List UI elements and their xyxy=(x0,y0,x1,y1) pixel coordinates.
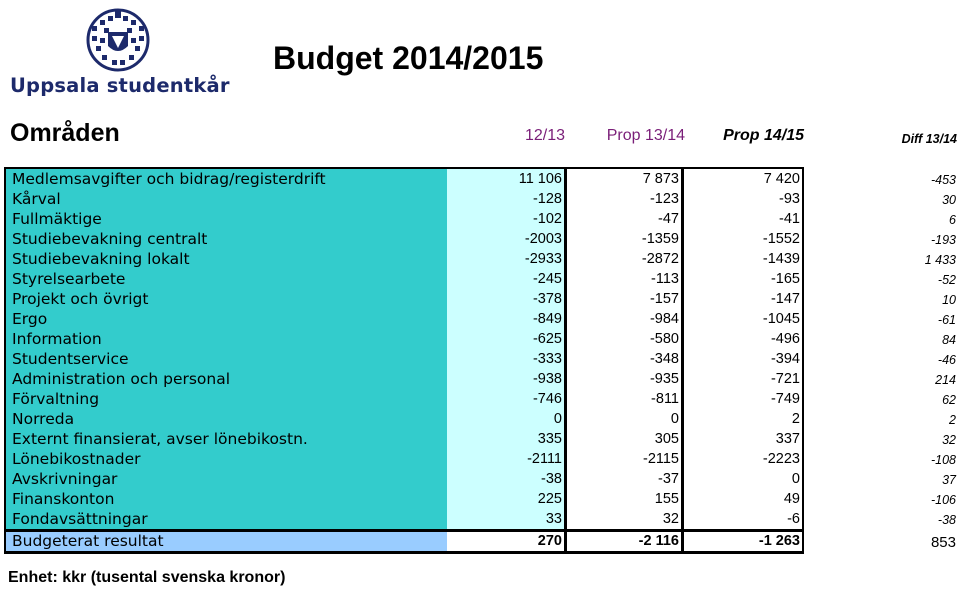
value-prop-1415: -1552 xyxy=(684,229,802,249)
value-prop-1314: -984 xyxy=(567,309,684,329)
table-row xyxy=(6,209,802,229)
diff-value: -106 xyxy=(930,493,956,507)
table-row xyxy=(6,349,802,369)
diff-value: 62 xyxy=(942,393,956,407)
unit-note: Enhet: kkr (tusental svenska kronor) xyxy=(8,569,286,586)
diff-value: 32 xyxy=(942,433,956,447)
column-header-prop-1415: Prop 14/15 xyxy=(723,127,804,144)
value-prop-1415: -1439 xyxy=(684,249,802,269)
diff-value: -38 xyxy=(937,513,956,527)
value-1213: 335 xyxy=(447,429,567,449)
value-1213: -128 xyxy=(447,189,567,209)
value-prop-1314: -123 xyxy=(567,189,684,209)
value-1213: -378 xyxy=(447,289,567,309)
budget-table xyxy=(4,167,804,554)
value-prop-1415: 0 xyxy=(684,469,802,489)
total-label: Budgeterat resultat xyxy=(6,532,447,551)
value-1213: -245 xyxy=(447,269,567,289)
total-prop-1314: -2 116 xyxy=(567,532,684,551)
column-header-diff-1314: Diff 13/14 xyxy=(901,132,957,146)
value-1213: -938 xyxy=(447,369,567,389)
table-row xyxy=(6,309,802,329)
column-header-1213: 12/13 xyxy=(524,127,565,144)
value-prop-1314: -935 xyxy=(567,369,684,389)
table-row xyxy=(6,249,802,269)
diff-value: 37 xyxy=(942,473,956,487)
value-prop-1415: 2 xyxy=(684,409,802,429)
table-row xyxy=(6,229,802,249)
value-prop-1415: 49 xyxy=(684,489,802,509)
diff-value: 10 xyxy=(942,293,956,307)
diff-value: -61 xyxy=(937,313,956,327)
areas-heading: Områden xyxy=(10,119,120,147)
value-prop-1415: -1045 xyxy=(684,309,802,329)
table-row xyxy=(6,169,802,189)
diff-value: 214 xyxy=(935,373,956,387)
value-prop-1314: -580 xyxy=(567,329,684,349)
diff-value: 6 xyxy=(949,213,956,227)
value-prop-1314: 305 xyxy=(567,429,684,449)
value-prop-1415: 337 xyxy=(684,429,802,449)
column-header-prop-1314: Prop 13/14 xyxy=(606,127,685,144)
diff-value: -453 xyxy=(930,173,956,187)
value-prop-1415: -41 xyxy=(684,209,802,229)
total-1213: 270 xyxy=(447,532,567,551)
value-1213: 33 xyxy=(447,509,567,529)
diff-value: -46 xyxy=(937,353,956,367)
table-row xyxy=(6,469,802,489)
value-1213: 11 106 xyxy=(447,169,567,189)
row-label: Externt finansierat, avser lönebikostn. xyxy=(6,429,447,449)
row-label: Norreda xyxy=(6,409,447,429)
row-label: Fullmäktige xyxy=(6,209,447,229)
row-label: Information xyxy=(6,329,447,349)
table-row xyxy=(6,429,802,449)
value-prop-1314: 7 873 xyxy=(567,169,684,189)
table-row xyxy=(6,189,802,209)
row-label: Finanskonton xyxy=(6,489,447,509)
value-prop-1415: -749 xyxy=(684,389,802,409)
table-row xyxy=(6,489,802,509)
row-label: Ergo xyxy=(6,309,447,329)
logo xyxy=(8,6,230,100)
value-1213: -38 xyxy=(447,469,567,489)
value-prop-1314: -348 xyxy=(567,349,684,369)
table-row xyxy=(6,269,802,289)
value-prop-1415: -6 xyxy=(684,509,802,529)
diff-value: 30 xyxy=(942,193,956,207)
row-label: Lönebikostnader xyxy=(6,449,447,469)
row-label: Administration och personal xyxy=(6,369,447,389)
value-prop-1314: -113 xyxy=(567,269,684,289)
value-prop-1415: 7 420 xyxy=(684,169,802,189)
uppsala-studentkar-seal-icon xyxy=(78,6,158,72)
total-row xyxy=(6,529,802,552)
diff-value: -108 xyxy=(930,453,956,467)
table-row xyxy=(6,369,802,389)
row-label: Medlemsavgifter och bidrag/registerdrift xyxy=(6,169,447,189)
value-1213: -746 xyxy=(447,389,567,409)
value-1213: 0 xyxy=(447,409,567,429)
diff-value: 1 433 xyxy=(924,253,956,267)
organization-name: Uppsala studentkår xyxy=(10,74,230,97)
table-row xyxy=(6,289,802,309)
row-label: Studiebevakning centralt xyxy=(6,229,447,249)
table-row xyxy=(6,509,802,529)
value-prop-1314: -1359 xyxy=(567,229,684,249)
value-prop-1415: -147 xyxy=(684,289,802,309)
value-prop-1314: -157 xyxy=(567,289,684,309)
value-1213: -2003 xyxy=(447,229,567,249)
row-label: Studentservice xyxy=(6,349,447,369)
total-prop-1415: -1 263 xyxy=(684,532,802,551)
table-row xyxy=(6,409,802,429)
row-label: Avskrivningar xyxy=(6,469,447,489)
row-label: Styrelsearbete xyxy=(6,269,447,289)
value-1213: -849 xyxy=(447,309,567,329)
value-prop-1314: -2872 xyxy=(567,249,684,269)
value-prop-1314: -37 xyxy=(567,469,684,489)
diff-value: 84 xyxy=(942,333,956,347)
value-prop-1314: 0 xyxy=(567,409,684,429)
row-label: Kårval xyxy=(6,189,447,209)
value-prop-1415: -496 xyxy=(684,329,802,349)
value-prop-1314: 155 xyxy=(567,489,684,509)
row-label: Studiebevakning lokalt xyxy=(6,249,447,269)
value-prop-1415: -2223 xyxy=(684,449,802,469)
table-row xyxy=(6,329,802,349)
value-prop-1314: 32 xyxy=(567,509,684,529)
value-1213: 225 xyxy=(447,489,567,509)
page-title: Budget 2014/2015 xyxy=(273,40,544,76)
row-label: Förvaltning xyxy=(6,389,447,409)
value-1213: -102 xyxy=(447,209,567,229)
value-1213: -625 xyxy=(447,329,567,349)
value-1213: -333 xyxy=(447,349,567,369)
diff-value: -52 xyxy=(937,273,956,287)
table-row xyxy=(6,389,802,409)
value-1213: -2933 xyxy=(447,249,567,269)
value-prop-1415: -394 xyxy=(684,349,802,369)
table-row xyxy=(6,449,802,469)
row-label: Projekt och övrigt xyxy=(6,289,447,309)
value-prop-1314: -2115 xyxy=(567,449,684,469)
value-1213: -2111 xyxy=(447,449,567,469)
value-prop-1314: -47 xyxy=(567,209,684,229)
diff-value: 2 xyxy=(949,413,956,427)
value-prop-1415: -165 xyxy=(684,269,802,289)
diff-column xyxy=(806,169,956,549)
value-prop-1415: -721 xyxy=(684,369,802,389)
diff-value: -193 xyxy=(930,233,956,247)
row-label: Fondavsättningar xyxy=(6,509,447,529)
value-prop-1415: -93 xyxy=(684,189,802,209)
value-prop-1314: -811 xyxy=(567,389,684,409)
total-diff: 853 xyxy=(930,534,956,551)
